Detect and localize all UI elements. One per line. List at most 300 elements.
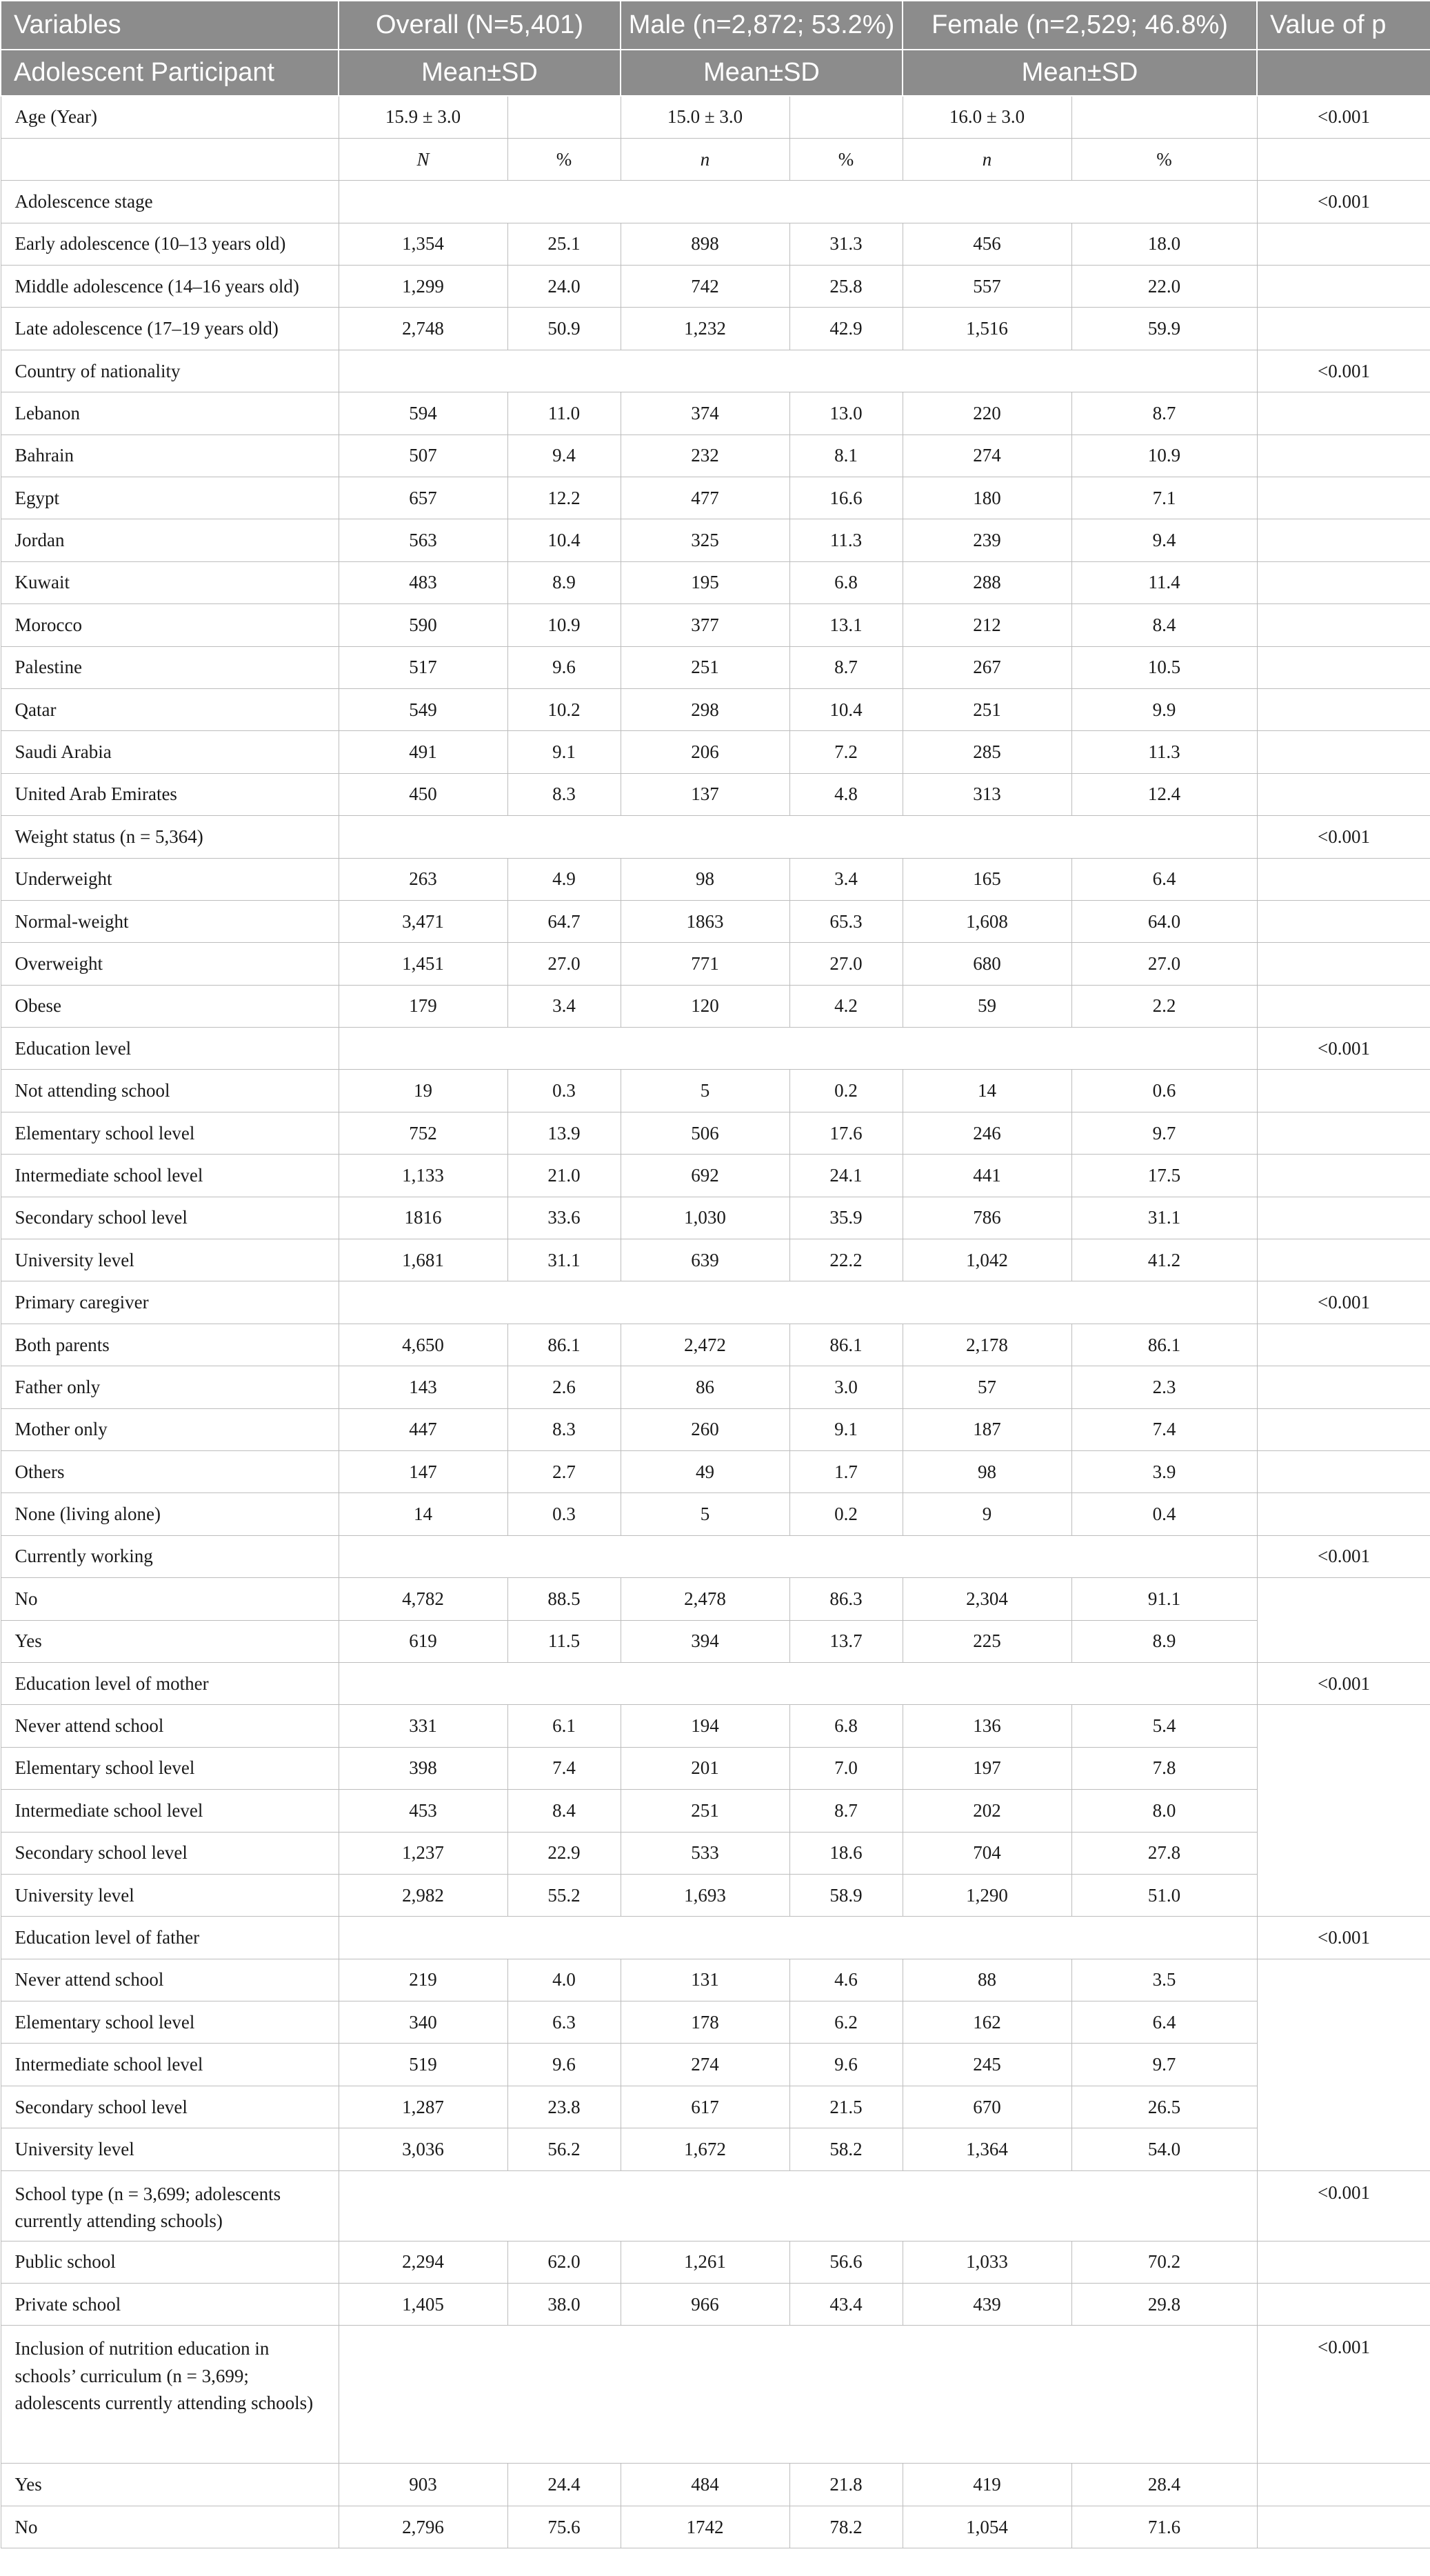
header-male-meansd: Mean±SD	[621, 50, 903, 96]
cell-male-pct: 11.3	[789, 519, 903, 561]
row-label: Private school	[1, 2284, 339, 2326]
row-label: Yes	[1, 2464, 339, 2506]
table-row	[1, 2001, 1430, 2044]
row-label: Lebanon	[1, 392, 339, 435]
table-row	[1, 688, 1430, 730]
cell-empty	[339, 1917, 1257, 1959]
cell-male-pct: 8.7	[789, 1790, 903, 1832]
cell-pvalue: <0.001	[1257, 2170, 1430, 2241]
cell-overall-pct: 2.7	[507, 1451, 621, 1493]
row-label: Jordan	[1, 519, 339, 561]
cell-male-pct: 86.3	[789, 1578, 903, 1620]
header-pvalue: Value of p	[1257, 1, 1430, 50]
cell-overall-pct: 22.9	[507, 1832, 621, 1874]
table-row	[1, 1366, 1430, 1408]
cell-female-n: 456	[903, 223, 1071, 265]
cell-female-n: 180	[903, 477, 1071, 519]
cell-overall-n: 1,354	[339, 223, 507, 265]
table-header	[1, 1, 1430, 96]
cell-female-n: 704	[903, 1832, 1071, 1874]
cell-empty	[339, 1281, 1257, 1324]
cell-female-mean: 16.0 ± 3.0	[903, 96, 1071, 138]
cell-male-n: 533	[621, 1832, 789, 1874]
table-body	[1, 96, 1430, 2548]
cell-overall-n: 4,650	[339, 1324, 507, 1366]
row-label: Intermediate school level	[1, 1155, 339, 1197]
cell-overall-n: 3,471	[339, 900, 507, 942]
cell-male-mean: 15.0 ± 3.0	[621, 96, 789, 138]
cell-female-pct: 7.8	[1071, 1747, 1257, 1789]
cell-overall-pct: 56.2	[507, 2128, 621, 2170]
row-label: Late adolescence (17–19 years old)	[1, 308, 339, 350]
cell-empty	[339, 2170, 1257, 2241]
table-row	[1, 1705, 1430, 1747]
cell-female-n: 212	[903, 604, 1071, 646]
section-title: Education level of father	[1, 1917, 339, 1959]
row-label: Overweight	[1, 943, 339, 985]
cell-male-n: 374	[621, 392, 789, 435]
row-label: Mother only	[1, 1408, 339, 1450]
cell-overall-pct: 6.3	[507, 2001, 621, 2044]
cell-male-pct: 4.2	[789, 985, 903, 1027]
row-label: Qatar	[1, 688, 339, 730]
cell-overall-n: 219	[339, 1959, 507, 2001]
cell-male-n: 1742	[621, 2506, 789, 2548]
cell-empty	[1257, 900, 1430, 942]
cell-overall-n: 1,133	[339, 1155, 507, 1197]
table-row	[1, 1493, 1430, 1535]
table-row	[1, 1959, 1430, 2001]
cell-overall-pct: 8.4	[507, 1790, 621, 1832]
cell-female-n: 2,304	[903, 1578, 1071, 1620]
row-label: Both parents	[1, 1324, 339, 1366]
cell-female-n: 88	[903, 1959, 1071, 2001]
cell-male-pct: 21.8	[789, 2464, 903, 2506]
cell-empty	[1257, 773, 1430, 815]
row-label: Egypt	[1, 477, 339, 519]
row-label: Never attend school	[1, 1959, 339, 2001]
cell-female-n: 1,033	[903, 2241, 1071, 2283]
header-male: Male (n=2,872; 53.2%)	[621, 1, 903, 50]
cell-male-pct: 6.8	[789, 561, 903, 603]
cell-female-pct: 70.2	[1071, 2241, 1257, 2283]
cell-overall-n: 594	[339, 392, 507, 435]
cell-female-n: 2,178	[903, 1324, 1071, 1366]
cell-female-pct: 27.8	[1071, 1832, 1257, 1874]
header-female: Female (n=2,529; 46.8%)	[903, 1, 1257, 50]
cell-overall-n: 1,299	[339, 266, 507, 308]
cell-female-n: 439	[903, 2284, 1071, 2326]
cell-male-n: 2,478	[621, 1578, 789, 1620]
section-header-row	[1, 2326, 1430, 2464]
cell-overall-pct: 9.6	[507, 2044, 621, 2086]
cell-empty	[1257, 1959, 1430, 2170]
table-row	[1, 519, 1430, 561]
cell-male-n: 206	[621, 731, 789, 773]
cell-overall-n: 2,982	[339, 1874, 507, 1916]
cell-overall-n: 590	[339, 604, 507, 646]
cell-overall-pct: 55.2	[507, 1874, 621, 1916]
cell-overall-pct: 31.1	[507, 1239, 621, 1281]
cell-female-n: 419	[903, 2464, 1071, 2506]
cell-female-n: 136	[903, 1705, 1071, 1747]
cell-empty	[1257, 985, 1430, 1027]
cell-male-pct: 13.1	[789, 604, 903, 646]
cell-pvalue: <0.001	[1257, 350, 1430, 392]
table-row	[1, 2506, 1430, 2548]
cell-pvalue: <0.001	[1257, 1281, 1430, 1324]
cell-empty	[1257, 943, 1430, 985]
cell-overall-n: 263	[339, 858, 507, 900]
header-row	[1, 1, 1430, 50]
cell-male-pct: 35.9	[789, 1197, 903, 1239]
header-variables: Variables	[1, 1, 339, 50]
row-label: Secondary school level	[1, 2086, 339, 2128]
cell-empty	[1257, 1155, 1430, 1197]
cell-pvalue: <0.001	[1257, 181, 1430, 223]
table-row	[1, 2086, 1430, 2128]
subheader-n-male: n	[621, 138, 789, 180]
cell-overall-pct: 25.1	[507, 223, 621, 265]
cell-overall-n: 1,405	[339, 2284, 507, 2326]
cell-overall-pct: 11.5	[507, 1620, 621, 1662]
cell-empty	[1257, 138, 1430, 180]
cell-empty	[1257, 519, 1430, 561]
table-row	[1, 561, 1430, 603]
cell-empty	[1257, 308, 1430, 350]
header-female-meansd: Mean±SD	[903, 50, 1257, 96]
cell-pvalue: <0.001	[1257, 1662, 1430, 1704]
cell-female-pct: 9.7	[1071, 2044, 1257, 2086]
cell-female-pct: 9.9	[1071, 688, 1257, 730]
cell-male-n: 251	[621, 1790, 789, 1832]
cell-male-n: 232	[621, 435, 789, 477]
row-label: Elementary school level	[1, 1112, 339, 1154]
cell-male-pct: 31.3	[789, 223, 903, 265]
age-row	[1, 96, 1430, 138]
row-label: Middle adolescence (14–16 years old)	[1, 266, 339, 308]
cell-overall-n: 517	[339, 646, 507, 688]
cell-female-n: 1,364	[903, 2128, 1071, 2170]
cell-male-pct: 17.6	[789, 1112, 903, 1154]
cell-female-pct: 28.4	[1071, 2464, 1257, 2506]
cell-male-n: 1,030	[621, 1197, 789, 1239]
cell-overall-n: 14	[339, 1493, 507, 1535]
cell-male-n: 966	[621, 2284, 789, 2326]
cell-female-n: 274	[903, 435, 1071, 477]
cell-male-pct: 58.2	[789, 2128, 903, 2170]
table-row	[1, 1070, 1430, 1112]
cell-overall-pct: 9.6	[507, 646, 621, 688]
row-label: Normal-weight	[1, 900, 339, 942]
cell-male-n: 898	[621, 223, 789, 265]
cell-female-n: 313	[903, 773, 1071, 815]
cell-overall-pct: 11.0	[507, 392, 621, 435]
table-row	[1, 1239, 1430, 1281]
table-row	[1, 1620, 1430, 1662]
row-label: No	[1, 1578, 339, 1620]
cell-male-pct: 0.2	[789, 1070, 903, 1112]
section-title: Inclusion of nutrition education in schools’ curriculum (n = 3,699; adolescents currently attending schools)	[1, 2326, 339, 2464]
row-label: No	[1, 2506, 339, 2548]
table-row	[1, 900, 1430, 942]
table-row	[1, 1324, 1430, 1366]
cell-female-pct: 2.3	[1071, 1366, 1257, 1408]
table-row	[1, 2241, 1430, 2283]
table-row	[1, 1451, 1430, 1493]
row-label: Kuwait	[1, 561, 339, 603]
cell-male-pct: 78.2	[789, 2506, 903, 2548]
cell-female-pct: 59.9	[1071, 308, 1257, 350]
cell-male-pct: 27.0	[789, 943, 903, 985]
cell-female-pct: 41.2	[1071, 1239, 1257, 1281]
cell-male-n: 639	[621, 1239, 789, 1281]
section-title: Education level	[1, 1028, 339, 1070]
cell-overall-n: 2,796	[339, 2506, 507, 2548]
cell-empty	[1257, 477, 1430, 519]
table-row	[1, 1155, 1430, 1197]
cell-female-n: 14	[903, 1070, 1071, 1112]
cell-male-n: 617	[621, 2086, 789, 2128]
cell-empty	[1257, 1493, 1430, 1535]
cell-empty	[1257, 1366, 1430, 1408]
cell-male-pct: 86.1	[789, 1324, 903, 1366]
cell-male-pct: 13.7	[789, 1620, 903, 1662]
section-header-row	[1, 1028, 1430, 1070]
cell-overall-pct: 75.6	[507, 2506, 621, 2548]
cell-overall-n: 491	[339, 731, 507, 773]
cell-female-n: 1,608	[903, 900, 1071, 942]
cell-male-n: 260	[621, 1408, 789, 1450]
cell-male-n: 98	[621, 858, 789, 900]
cell-male-pct: 42.9	[789, 308, 903, 350]
cell-overall-pct: 10.4	[507, 519, 621, 561]
row-label: Morocco	[1, 604, 339, 646]
cell-overall-pct: 8.3	[507, 773, 621, 815]
cell-male-n: 742	[621, 266, 789, 308]
cell-male-pct: 7.2	[789, 731, 903, 773]
section-title: School type (n = 3,699; adolescents currently attending schools)	[1, 2170, 339, 2241]
cell-overall-pct: 0.3	[507, 1493, 621, 1535]
table-row	[1, 858, 1430, 900]
header-overall: Overall (N=5,401)	[339, 1, 621, 50]
cell-empty	[1257, 1239, 1430, 1281]
cell-male-n: 86	[621, 1366, 789, 1408]
cell-overall-n: 450	[339, 773, 507, 815]
cell-empty	[1257, 688, 1430, 730]
cell-empty	[1257, 1408, 1430, 1450]
cell-female-n: 220	[903, 392, 1071, 435]
cell-overall-pct: 4.0	[507, 1959, 621, 2001]
cell-female-pct: 8.4	[1071, 604, 1257, 646]
cell-empty	[339, 1535, 1257, 1577]
cell-female-n: 239	[903, 519, 1071, 561]
cell-female-pct: 64.0	[1071, 900, 1257, 942]
cell-female-pct: 12.4	[1071, 773, 1257, 815]
row-label: Secondary school level	[1, 1197, 339, 1239]
cell-male-pct: 9.6	[789, 2044, 903, 2086]
cell-empty	[1257, 858, 1430, 900]
cell-overall-n: 1,451	[339, 943, 507, 985]
cell-overall-pct: 10.9	[507, 604, 621, 646]
cell-female-n: 1,290	[903, 1874, 1071, 1916]
cell-male-pct: 6.8	[789, 1705, 903, 1747]
cell-overall-pct: 86.1	[507, 1324, 621, 1366]
cell-overall-pct: 24.4	[507, 2464, 621, 2506]
cell-male-n: 377	[621, 604, 789, 646]
cell-male-pct: 10.4	[789, 688, 903, 730]
cell-empty	[1257, 731, 1430, 773]
cell-female-n: 285	[903, 731, 1071, 773]
row-label: University level	[1, 1239, 339, 1281]
cell-male-pct: 56.6	[789, 2241, 903, 2283]
cell-male-pct: 8.7	[789, 646, 903, 688]
cell-male-pct: 7.0	[789, 1747, 903, 1789]
cell-female-pct: 7.1	[1071, 477, 1257, 519]
table-row	[1, 477, 1430, 519]
cell-overall-pct: 24.0	[507, 266, 621, 308]
section-header-row	[1, 1662, 1430, 1704]
cell-male-pct: 13.0	[789, 392, 903, 435]
cell-male-pct: 24.1	[789, 1155, 903, 1197]
cell-female-n: 251	[903, 688, 1071, 730]
cell-female-n: 197	[903, 1747, 1071, 1789]
cell-pvalue: <0.001	[1257, 1028, 1430, 1070]
cell-empty	[1257, 435, 1430, 477]
cell-overall-n: 398	[339, 1747, 507, 1789]
cell-empty	[1257, 1070, 1430, 1112]
table-row	[1, 604, 1430, 646]
table-row	[1, 308, 1430, 350]
cell-female-pct: 8.0	[1071, 1790, 1257, 1832]
row-label: Obese	[1, 985, 339, 1027]
cell-female-n: 245	[903, 2044, 1071, 2086]
cell-female-n: 225	[903, 1620, 1071, 1662]
cell-female-pct: 10.5	[1071, 646, 1257, 688]
cell-female-n: 441	[903, 1155, 1071, 1197]
cell-female-pct: 8.9	[1071, 1620, 1257, 1662]
cell-overall-pct: 13.9	[507, 1112, 621, 1154]
cell-overall-n: 331	[339, 1705, 507, 1747]
cell-male-n: 120	[621, 985, 789, 1027]
cell-female-n: 57	[903, 1366, 1071, 1408]
table-row	[1, 1408, 1430, 1450]
cell-male-n: 2,472	[621, 1324, 789, 1366]
cell-male-pct: 4.6	[789, 1959, 903, 2001]
cell-female-pct: 0.4	[1071, 1493, 1257, 1535]
cell-male-n: 201	[621, 1747, 789, 1789]
cell-male-pct: 1.7	[789, 1451, 903, 1493]
cell-male-n: 49	[621, 1451, 789, 1493]
row-label: Bahrain	[1, 435, 339, 477]
cell-male-n: 195	[621, 561, 789, 603]
subheader-pct: %	[507, 138, 621, 180]
cell-overall-pct: 27.0	[507, 943, 621, 985]
row-label: Age (Year)	[1, 96, 339, 138]
section-title: Education level of mother	[1, 1662, 339, 1704]
cell-female-pct: 9.4	[1071, 519, 1257, 561]
cell-female-pct: 27.0	[1071, 943, 1257, 985]
cell-female-pct: 86.1	[1071, 1324, 1257, 1366]
cell-overall-n: 1,287	[339, 2086, 507, 2128]
cell-male-n: 131	[621, 1959, 789, 2001]
cell-female-pct: 29.8	[1071, 2284, 1257, 2326]
cell-overall-n: 147	[339, 1451, 507, 1493]
cell-female-n: 165	[903, 858, 1071, 900]
cell-female-pct: 91.1	[1071, 1578, 1257, 1620]
cell-pvalue: <0.001	[1257, 96, 1430, 138]
cell-overall-n: 453	[339, 1790, 507, 1832]
cell-empty	[1257, 561, 1430, 603]
cell-female-n: 202	[903, 1790, 1071, 1832]
row-label: Intermediate school level	[1, 1790, 339, 1832]
cell-pvalue: <0.001	[1257, 816, 1430, 858]
cell-overall-n: 2,748	[339, 308, 507, 350]
cell-male-n: 298	[621, 688, 789, 730]
cell-female-pct: 3.5	[1071, 1959, 1257, 2001]
table-row	[1, 1112, 1430, 1154]
cell-female-n: 557	[903, 266, 1071, 308]
row-label: Father only	[1, 1366, 339, 1408]
cell-female-n: 59	[903, 985, 1071, 1027]
section-header-row	[1, 1917, 1430, 1959]
table-row	[1, 2044, 1430, 2086]
cell-male-n: 178	[621, 2001, 789, 2044]
cell-female-n: 162	[903, 2001, 1071, 2044]
cell-overall-n: 519	[339, 2044, 507, 2086]
table-row	[1, 773, 1430, 815]
cell-overall-pct: 8.9	[507, 561, 621, 603]
cell-overall-n: 549	[339, 688, 507, 730]
cell-female-n: 1,042	[903, 1239, 1071, 1281]
cell-empty	[789, 96, 903, 138]
cell-female-pct: 2.2	[1071, 985, 1257, 1027]
cell-female-pct: 17.5	[1071, 1155, 1257, 1197]
cell-overall-pct: 12.2	[507, 477, 621, 519]
cell-pvalue: <0.001	[1257, 2326, 1430, 2464]
cell-overall-pct: 7.4	[507, 1747, 621, 1789]
table-row	[1, 1747, 1430, 1789]
cell-overall-n: 619	[339, 1620, 507, 1662]
row-label: None (living alone)	[1, 1493, 339, 1535]
cell-male-pct: 3.0	[789, 1366, 903, 1408]
table-row	[1, 266, 1430, 308]
cell-overall-n: 483	[339, 561, 507, 603]
cell-male-n: 194	[621, 1705, 789, 1747]
table-row	[1, 392, 1430, 435]
cell-male-n: 274	[621, 2044, 789, 2086]
row-label: Never attend school	[1, 1705, 339, 1747]
cell-empty	[1257, 646, 1430, 688]
section-title: Currently working	[1, 1535, 339, 1577]
table-row	[1, 223, 1430, 265]
cell-male-pct: 8.1	[789, 435, 903, 477]
row-label: Intermediate school level	[1, 2044, 339, 2086]
subheader-n-female: n	[903, 138, 1071, 180]
cell-pvalue: <0.001	[1257, 1917, 1430, 1959]
cell-empty	[1257, 2464, 1430, 2506]
cell-female-pct: 5.4	[1071, 1705, 1257, 1747]
row-label: Elementary school level	[1, 1747, 339, 1789]
cell-female-n: 267	[903, 646, 1071, 688]
cell-overall-n: 3,036	[339, 2128, 507, 2170]
cell-female-pct: 6.4	[1071, 2001, 1257, 2044]
section-title: Primary caregiver	[1, 1281, 339, 1324]
cell-overall-n: 507	[339, 435, 507, 477]
cell-male-n: 251	[621, 646, 789, 688]
table-row	[1, 731, 1430, 773]
cell-overall-pct: 8.3	[507, 1408, 621, 1450]
